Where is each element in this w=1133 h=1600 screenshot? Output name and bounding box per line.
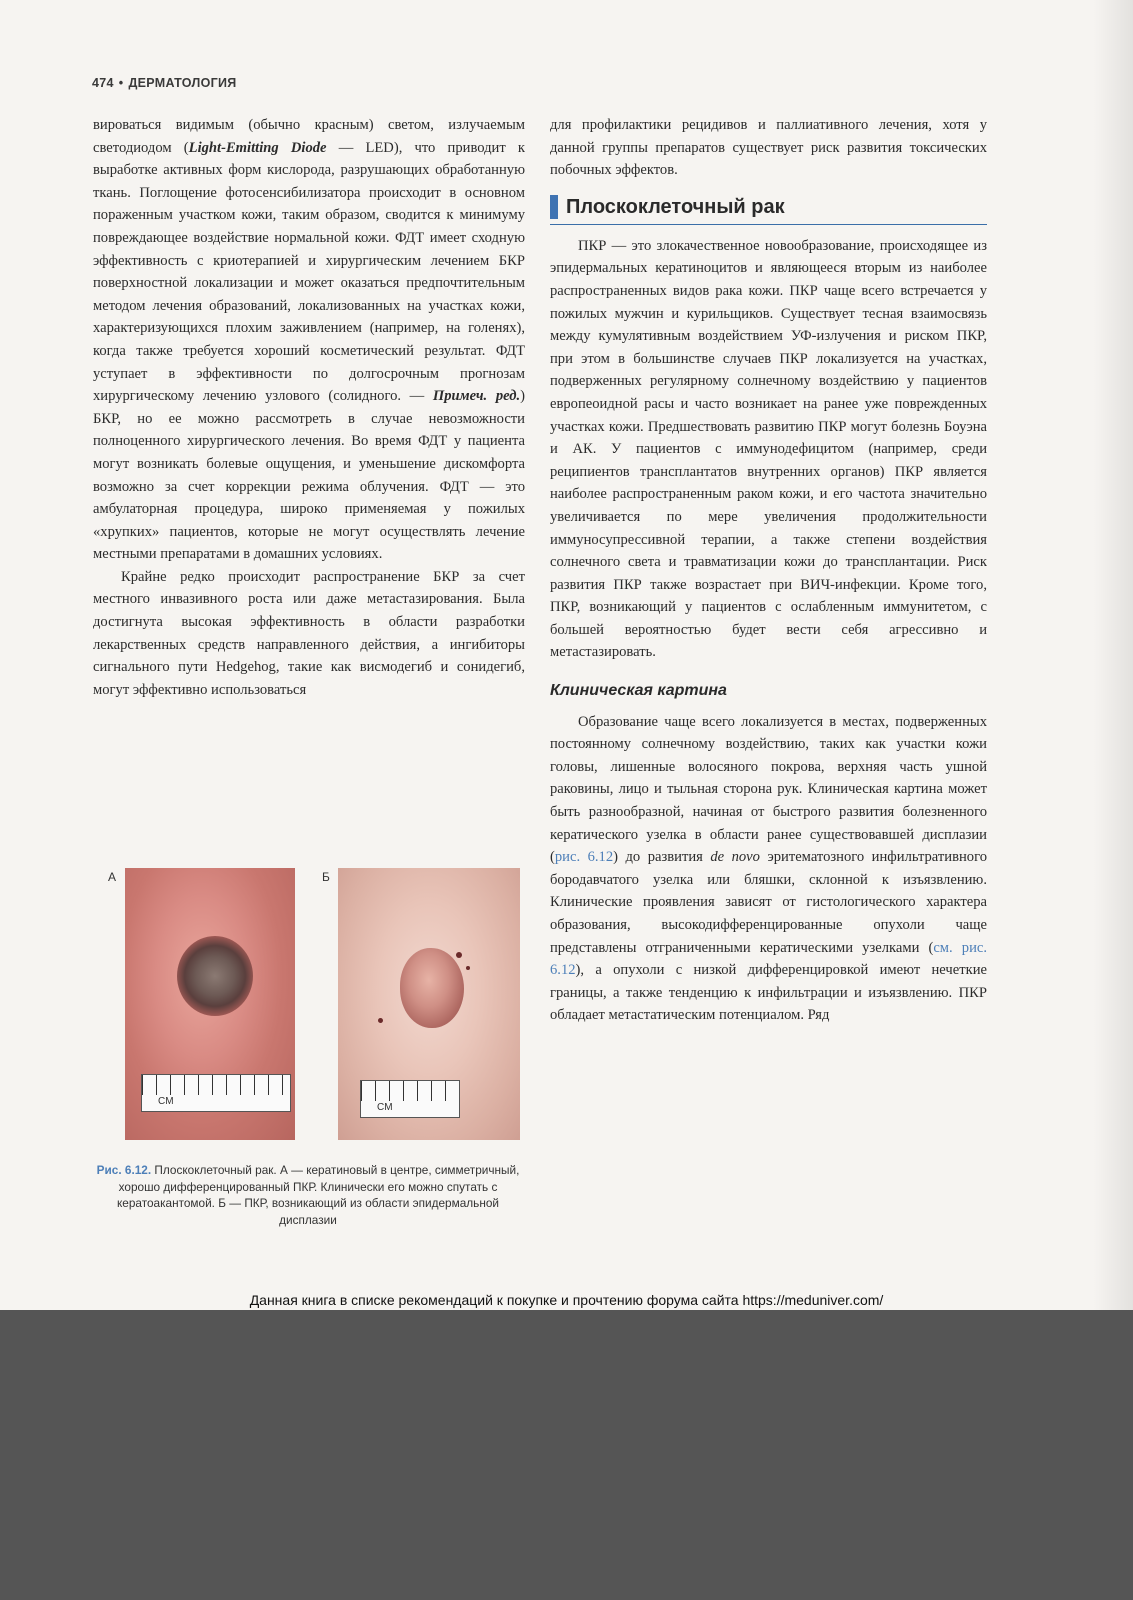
header-section: ДЕРМАТОЛОГИЯ (128, 76, 237, 90)
figure-reference-link-2[interactable]: см. рис. 6.12 (550, 939, 987, 979)
figure-label-a: А (108, 870, 117, 884)
figure-6-12 (100, 866, 520, 1146)
page-number: 474 (92, 76, 114, 90)
blood-speck (466, 966, 470, 970)
blood-speck (378, 1018, 383, 1023)
left-column (93, 114, 525, 701)
running-header (92, 76, 237, 90)
section-marker (550, 195, 558, 219)
lesion-a (177, 936, 253, 1016)
ruler-a: CM (141, 1074, 291, 1112)
photo-b (338, 868, 520, 1140)
left-paragraph-1: вироваться видимым (обычно красным) светом, излучаемым светодиодом (Light-Emitting Diode — LED), что приводит к выработке активных форм кислорода, разрушающих обработанную ткань. Поглощение фотосенсибилизатора происходит в основном пораженным участком кожи, таким образом, сводится к минимуму повреждающее воздействие нормальной кожи. ФДТ имеет сходную эффективность с криотерапией и хирургическим лечением БКР поверхностной локализации и может оказаться предпочтительным методом лечения образований, локализованных на участках кожи, характеризующихся плохим заживлением (например, на голенях), когда также требуется хороший косметический результат. ФДТ уступает в эффективности по долгосрочным прогнозам хирургическому лечению узлового (солидного. — Примеч. ред.) БКР, но ее можно рассмотреть в случае невозможности полноценного хирургического лечения. Во время ФДТ у пациента могут возникать болевые ощущения, и уменьшение дискомфорта возможно за счет коррекции режима облучения. ФДТ — это амбулаторная процедура, широко применяемая у пожилых «хрупких» пациентов, которые не могут осуществлять лечение местными препаратами в домашних условиях. (93, 117, 525, 563)
right-paragraph-2: Образование чаще всего локализуется в местах, подверженных постоянному солнечному воздействию, таких как участки кожи головы, лишенные волосяного покрова, верхняя часть ушной раковины, лицо и тыльная сторона рук. Клиническая картина может быть разнообразной, начиная от быстрого развития болезненного кератического узелка в области ранее существовавшей дисплазии (рис. 6.12) до развития de novo эритематозного инфильтративного бородавчатого узелка или бляшки, склонной к изъязвлению. Клинические проявления зависят от гистологического характера образования, высокодифференцированные опухоли чаще представлены отграниченными кератическими узелками (см. рис. 6.12), а опухоли с низкой дифференцировкой имеют нечеткие границы, а также тенденцию к инфильтрации и изъязвлению. ПКР обладает метастатическим потенциалом. Ряд (550, 713, 988, 1024)
lesion-b (400, 948, 464, 1028)
figure-label-b: Б (322, 870, 330, 884)
photo-a (125, 868, 295, 1140)
led-term: Light-Emitting Diode (188, 139, 327, 156)
header-separator: • (118, 76, 124, 90)
left-paragraph-2: Крайне редко происходит распространение БКР за счет местного инвазивного роста или даже метастазирования. Была достигнута высокая эффективность в области разработки лекарственных средств направленного действия, а ингибиторы сигнального пути Hedgehog, такие как висмодегиб и сонидегиб, могут эффективно использоваться (93, 568, 525, 698)
right-paragraph-0: для профилактики рецидивов и паллиативного лечения, хотя у данной группы препаратов существует риск развития токсических побочных эффектов. (550, 117, 987, 179)
blood-speck (456, 952, 462, 958)
right-column (550, 114, 987, 1027)
figure-caption: Рис. 6.12. Плоскоклеточный рак. А — кератиновый в центре, симметричный, хорошо дифференцированный ПКР. Клинически его можно спутать с кератоакантомой. Б — ПКР, возникающий из области эпидермальной дисплазии (96, 1163, 520, 1227)
de-novo-term: de novo (710, 849, 760, 866)
ruler-b: CM (360, 1080, 460, 1118)
page-edge-shadow (1093, 0, 1133, 1310)
right-paragraph-1: ПКР — это злокачественное новообразование, происходящее из эпидермальных кератиноцитов и являющееся вторым из наиболее распространенных видов рака кожи. ПКР чаще всего встречается у пожилых мужчин и курильщиков. Существует тесная взаимосвязь между кумулятивным воздействием УФ-излучения и риском ПКР, при этом в большинстве случаев ПКР локализуется на участках, подверженных регулярному солнечному воздействию у пациентов европеоидной расы и часто возникает на ранее уже поврежденных участках кожи. Предшествовать развитию ПКР могут болезнь Боуэна и АК. У пациентов с иммунодефицитом (например, среди реципиентов трансплантатов внутренних органов) ПКР является наиболее распространенным раком кожи, и его частота значительно увеличивается по мере увеличения продолжительности иммуносупрессивной терапии, а также степени воздействия солнечного света и травматизации кожи до трансплантации. Риск развития ПКР также возрастает при ВИЧ-инфекции. Кроме того, ПКР, возникающий у пациентов с ослабленным иммунитетом, с большей вероятностью будет вести себя агрессивно и метастазировать. (550, 237, 987, 661)
caption-label: Рис. 6.12. (96, 1163, 152, 1177)
section-title: Плоскоклеточный рак (550, 194, 987, 225)
footer-note: Данная книга в списке рекомендаций к покупке и прочтению форума сайта https://meduniver.com/ (249, 1292, 884, 1308)
scanner-background (0, 1310, 1133, 1600)
subsection-title: Клиническая картина (550, 682, 727, 700)
editor-note: Примеч. ред. (432, 388, 521, 405)
figure-reference-link[interactable]: рис. 6.12 (554, 849, 614, 866)
